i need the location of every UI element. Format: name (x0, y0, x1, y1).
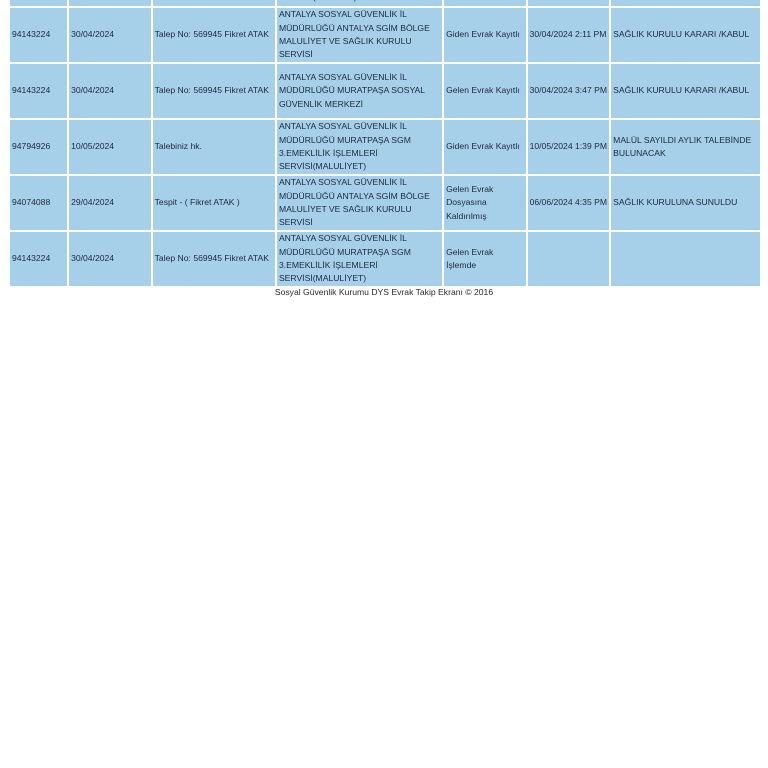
page-footer: Sosyal Güvenlik Kurumu DYS Evrak Takip Ekranı © 2016 (274, 287, 494, 297)
cell-no: 94074088 (10, 176, 67, 230)
cell-konu: Talep No: 569945 Fikret ATAK (153, 8, 275, 62)
cell-birim: ANTALYA SOSYAL GÜVENLİK İL MÜDÜRLÜĞÜ ANTALYA SGİM BÖLGE MALULİYET VE SAĞLIK KURULU SERVİSİ (277, 176, 442, 230)
table-row (10, 8, 760, 62)
cell-islem-tarihi (528, 0, 610, 6)
cell-konu: Talebiniz hk. (153, 120, 275, 174)
cell-tarih: 10/05/2024 (69, 120, 151, 174)
cell-konu (153, 0, 275, 6)
cell-konu: Talep No: 569945 Fikret ATAK (153, 232, 275, 286)
cell-durum: Gelen Evrak Kayıtlı (444, 64, 526, 118)
cell-no: 94794926 (10, 120, 67, 174)
cell-no: 94143224 (10, 232, 67, 286)
cell-birim: ANTALYA SOSYAL GÜVENLİK İL MÜDÜRLÜĞÜ MURATPAŞA SGM 3.EMEKLİLİK İŞLEMLERİ SERVİSİ(MALULİYET) (277, 232, 442, 286)
table-row (10, 120, 760, 174)
cell-sonuc (611, 232, 760, 286)
cell-durum: Giden Evrak Kayıtlı (444, 120, 526, 174)
cell-durum: Giden Evrak Kayıtlı (444, 8, 526, 62)
cell-konu: Talep No: 569945 Fikret ATAK (153, 64, 275, 118)
cell-sonuc (611, 0, 760, 6)
cell-tarih: 30/04/2024 (69, 232, 151, 286)
evrak-takip-table (8, 0, 762, 288)
cell-sonuc: MALÜL SAYILDI AYLIK TALEBİNDE BULUNACAK (611, 120, 760, 174)
cell-sonuc: SAĞLIK KURULU KARARI /KABUL (611, 64, 760, 118)
cell-tarih: 29/04/2024 (69, 176, 151, 230)
cell-konu: Tespit - ( Fikret ATAK ) (153, 176, 275, 230)
table-row (10, 176, 760, 230)
cell-birim: ANTALYA SOSYAL GÜVENLİK İL MÜDÜRLÜĞÜ MURATPAŞA SGM 3.EMEKLİLİK İŞLEMLERİ SERVİSİ(MALULİYET) (277, 120, 442, 174)
table-row-partial (10, 0, 760, 6)
table-row (10, 64, 760, 118)
cell-tarih: 30/04/2024 (69, 64, 151, 118)
cell-tarih (69, 0, 151, 6)
cell-islem-tarihi: 30/04/2024 2:11 PM (528, 8, 610, 62)
cell-birim (277, 0, 442, 6)
table-row (10, 232, 760, 286)
cell-islem-tarihi: 30/04/2024 3:47 PM (528, 64, 610, 118)
cell-sonuc: SAĞLIK KURULUNA SUNULDU (611, 176, 760, 230)
cell-islem-tarihi (528, 232, 610, 286)
cell-durum: Gelen Evrak Dosyasına Kaldırılmış (444, 176, 526, 230)
cell-tarih: 30/04/2024 (69, 8, 151, 62)
cell-islem-tarihi: 06/06/2024 4:35 PM (528, 176, 610, 230)
cell-sonuc: SAĞLIK KURULU KARARI /KABUL (611, 8, 760, 62)
cell-birim: ANTALYA SOSYAL GÜVENLİK İL MÜDÜRLÜĞÜ MURATPAŞA SOSYAL GÜVENLİK MERKEZİ (277, 64, 442, 118)
cell-birim: ANTALYA SOSYAL GÜVENLİK İL MÜDÜRLÜĞÜ ANTALYA SGİM BÖLGE MALULİYET VE SAĞLIK KURULU SERVİSİ (277, 8, 442, 62)
cell-no: 94143224 (10, 8, 67, 62)
cell-no (10, 0, 67, 6)
cell-durum: Gelen Evrak İşlemde (444, 232, 526, 286)
cell-durum (444, 0, 526, 6)
cell-islem-tarihi: 10/05/2024 1:39 PM (528, 120, 610, 174)
cell-no: 94143224 (10, 64, 67, 118)
